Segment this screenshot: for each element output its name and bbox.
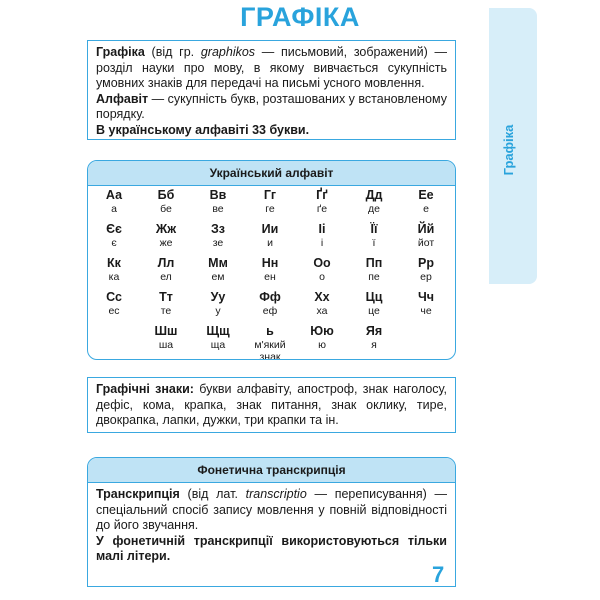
letter: Аа xyxy=(105,188,123,202)
letter-name: ю xyxy=(318,339,326,351)
letter-name: о xyxy=(319,271,325,283)
transcription-note-text: У фонетичній транскрипції використовуються тільки малі літери. xyxy=(96,533,447,563)
letter: Фф xyxy=(259,290,281,304)
letter-name: ша xyxy=(158,339,174,351)
letter-cell xyxy=(348,323,400,357)
transcription-paragraph xyxy=(96,487,447,534)
letter-cell xyxy=(88,187,140,221)
letter-name: и xyxy=(267,237,273,249)
letter-cell xyxy=(192,187,244,221)
letter-cell xyxy=(348,289,400,323)
letter-name: а xyxy=(111,203,117,215)
letter-cell xyxy=(348,221,400,255)
letter-cell xyxy=(244,323,296,360)
alphabet-row xyxy=(88,221,456,255)
transcription-header: Фонетична транскрипція xyxy=(88,458,455,483)
letter-cell xyxy=(140,255,192,289)
letter-cell xyxy=(88,221,140,255)
letter: Лл xyxy=(157,256,175,270)
letter: Йй xyxy=(417,222,435,236)
letter: Юю xyxy=(310,324,334,338)
alphabet-row xyxy=(88,289,456,323)
letter: Дд xyxy=(365,188,383,202)
letter-name: ве xyxy=(212,203,224,215)
alphabet-definition xyxy=(96,92,447,123)
letter-name: я xyxy=(371,339,377,351)
alphabet-term: Алфавіт xyxy=(96,91,149,106)
alphabet-row xyxy=(88,255,456,289)
letter-cell xyxy=(140,221,192,255)
letter-name: ґе xyxy=(316,203,328,215)
letter: Оо xyxy=(313,256,331,270)
definition-text-b: — письмовий, зображений) — розділ науки про мову, в якому вивчається сукупність умовних знаків для передачі на письмі усного мовлення. xyxy=(96,45,447,90)
letter-name: пе xyxy=(368,271,380,283)
letter-cell xyxy=(88,323,140,357)
transcription-box xyxy=(87,457,456,587)
letter-cell xyxy=(192,323,244,357)
letter-cell xyxy=(348,187,400,221)
letter-cell xyxy=(244,187,296,221)
letter: Цц xyxy=(365,290,383,304)
letter: Кк xyxy=(107,256,121,270)
letter-cell xyxy=(296,323,348,357)
letter-name: ем xyxy=(211,271,225,283)
alphabet-definition-text: — сукупність букв, розташованих у встановленому порядку. xyxy=(96,91,447,121)
letter: Уу xyxy=(210,290,226,304)
letter-name: є xyxy=(111,237,117,249)
definition-box xyxy=(87,40,456,140)
transcription-note xyxy=(96,534,447,565)
letter-cell xyxy=(244,221,296,255)
side-tab-label: Графіка xyxy=(501,124,516,176)
letter: Пп xyxy=(365,256,383,270)
letter-cell xyxy=(400,289,452,323)
letter: Гг xyxy=(263,188,277,202)
letter: Зз xyxy=(210,222,226,236)
graphic-signs-box xyxy=(87,377,456,433)
letter-cell xyxy=(400,323,452,357)
letter-cell xyxy=(244,255,296,289)
letter: Ии xyxy=(261,222,279,236)
page-number: 7 xyxy=(432,562,445,587)
letter: Єє xyxy=(106,222,122,236)
letter-cell xyxy=(400,221,452,255)
letter-name: еф xyxy=(262,305,278,317)
letter-name: йот xyxy=(417,237,435,249)
alphabet-table xyxy=(87,160,456,360)
letter-name: че xyxy=(420,305,432,317)
letter: Щщ xyxy=(206,324,230,338)
letter-name: ес xyxy=(108,305,120,317)
letter: Сс xyxy=(106,290,122,304)
letter-cell xyxy=(296,221,348,255)
letter-name: ер xyxy=(420,271,432,283)
letter-name: е xyxy=(423,203,429,215)
letter: Хх xyxy=(314,290,330,304)
letter-cell xyxy=(348,255,400,289)
letter-cell xyxy=(400,255,452,289)
letter-name: же xyxy=(159,237,173,249)
alphabet-header: Український алфавіт xyxy=(88,161,455,186)
letter: Нн xyxy=(261,256,279,270)
alphabet-row xyxy=(88,323,456,360)
letter: Чч xyxy=(417,290,435,304)
graphic-signs-paragraph xyxy=(96,382,447,429)
letter-cell xyxy=(400,187,452,221)
letter: Бб xyxy=(157,188,175,202)
letter-count-text: В українському алфавіті 33 букви. xyxy=(96,122,310,137)
letter-name: ка xyxy=(108,271,120,283)
letter-cell xyxy=(192,289,244,323)
letter-cell xyxy=(140,323,192,357)
letter: Вв xyxy=(209,188,227,202)
letter-name: зе xyxy=(212,237,224,249)
graphic-signs-text: букви алфавіту, апостроф, знак наголосу, дефіс, кома, крапка, знак питання, знак оклику, тире, двокрапка, лапки, дужки, три крапки та ін. xyxy=(96,382,447,427)
letter-name: м'який знак xyxy=(254,339,286,360)
letter: Її xyxy=(370,222,378,236)
letter-name: у xyxy=(215,305,221,317)
letter-name: ен xyxy=(264,271,276,283)
transcription-text-b: — переписування) — спеціальний спосіб запису мовлення у повній відповідності до його звучання. xyxy=(96,487,447,532)
transcription-origin-word: transcriptio xyxy=(245,487,307,501)
letter: Жж xyxy=(155,222,177,236)
letter-name: ге xyxy=(265,203,275,215)
letter-name: ха xyxy=(316,305,328,317)
letter-cell xyxy=(88,255,140,289)
letter-name: те xyxy=(160,305,172,317)
letter-cell xyxy=(140,187,192,221)
letter-name: ща xyxy=(210,339,226,351)
letter: Яя xyxy=(365,324,383,338)
definition-origin-word: graphikos xyxy=(200,45,256,59)
letter-cell xyxy=(244,289,296,323)
letter-name: бе xyxy=(160,203,172,215)
transcription-term: Транскрипція xyxy=(96,487,180,501)
letter-count xyxy=(96,123,447,139)
letter-cell xyxy=(192,255,244,289)
letter: Тт xyxy=(159,290,173,304)
letter: Шш xyxy=(154,324,178,338)
alphabet-row xyxy=(88,187,456,221)
letter: ь xyxy=(266,324,274,338)
letter-name: і xyxy=(320,237,324,249)
alphabet-grid xyxy=(88,187,456,360)
letter-cell xyxy=(296,255,348,289)
letter: Рр xyxy=(418,256,434,270)
letter-name: ел xyxy=(160,271,172,283)
letter-name: це xyxy=(368,305,380,317)
letter-name: ї xyxy=(372,237,376,249)
letter: Мм xyxy=(208,256,228,270)
letter-cell xyxy=(296,289,348,323)
definition-term: Графіка xyxy=(96,45,145,59)
letter-name: де xyxy=(368,203,380,215)
letter-cell xyxy=(140,289,192,323)
graphic-signs-term: Графічні знаки: xyxy=(96,382,194,396)
transcription-text-a: (від лат. xyxy=(179,487,246,501)
letter-cell xyxy=(192,221,244,255)
definition-paragraph xyxy=(96,45,447,92)
letter: Ее xyxy=(418,188,434,202)
letter: Іі xyxy=(318,222,326,236)
letter: Ґґ xyxy=(316,188,328,202)
letter-cell xyxy=(296,187,348,221)
definition-text-a: (від гр. xyxy=(144,45,201,59)
letter-cell xyxy=(88,289,140,323)
page-title: ГРАФІКА xyxy=(240,2,360,32)
